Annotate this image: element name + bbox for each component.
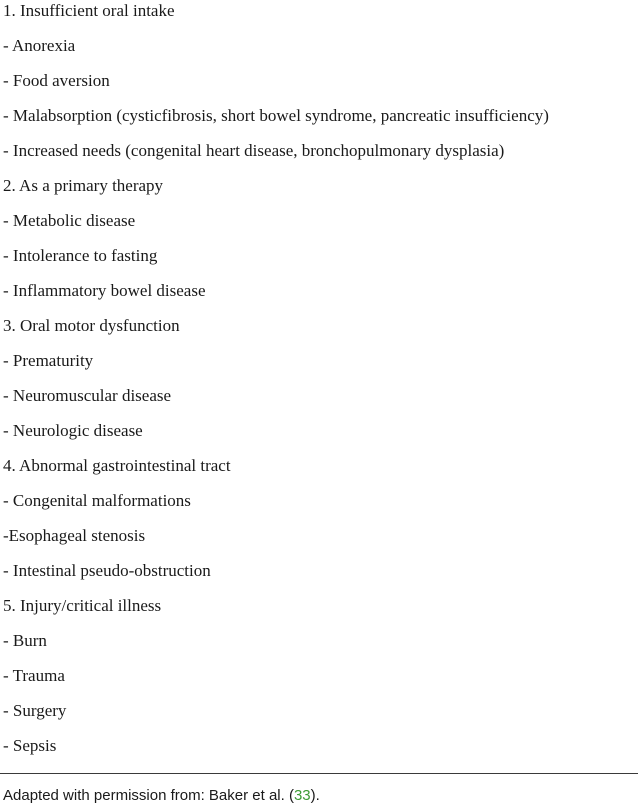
- list-item: - Food aversion: [3, 71, 110, 90]
- list-item: - Malabsorption (cysticfibrosis, short bowel syndrome, pancreatic insufficiency): [3, 106, 549, 125]
- list-heading-3: 3. Oral motor dysfunction: [3, 316, 180, 335]
- footnote-suffix: ).: [310, 787, 320, 804]
- list-item: - Neurologic disease: [3, 421, 143, 440]
- footnote-prefix: Adapted with permission from: Baker et al. (: [3, 787, 294, 804]
- list-heading-5: 5. Injury/critical illness: [3, 596, 162, 615]
- footnote-divider: [0, 773, 638, 774]
- list-item: - Surgery: [3, 701, 67, 720]
- list-item: - Congenital malformations: [3, 491, 191, 510]
- list-item: - Burn: [3, 631, 47, 650]
- list-item: - Increased needs (congenital heart disease, bronchopulmonary dysplasia): [3, 141, 505, 160]
- list-item: - Metabolic disease: [3, 211, 136, 230]
- list-item: - Intolerance to fasting: [3, 246, 158, 265]
- reference-link[interactable]: 33: [293, 787, 311, 804]
- list-item: - Inflammatory bowel disease: [3, 281, 206, 300]
- list-heading-1: 1. Insufficient oral intake: [3, 1, 175, 20]
- list-item: - Neuromuscular disease: [3, 386, 172, 405]
- list-heading-2: 2. As a primary therapy: [3, 176, 164, 195]
- list-item: - Sepsis: [3, 736, 57, 755]
- list-item: - Anorexia: [3, 36, 76, 55]
- list-item: - Prematurity: [3, 351, 94, 370]
- list-heading-4: 4. Abnormal gastrointestinal tract: [3, 456, 231, 475]
- list-item: - Trauma: [3, 666, 65, 685]
- indications-list: [3, 0, 635, 770]
- footnote: [3, 786, 320, 806]
- list-item: - Intestinal pseudo-obstruction: [3, 561, 211, 580]
- list-item: -Esophageal stenosis: [3, 526, 146, 545]
